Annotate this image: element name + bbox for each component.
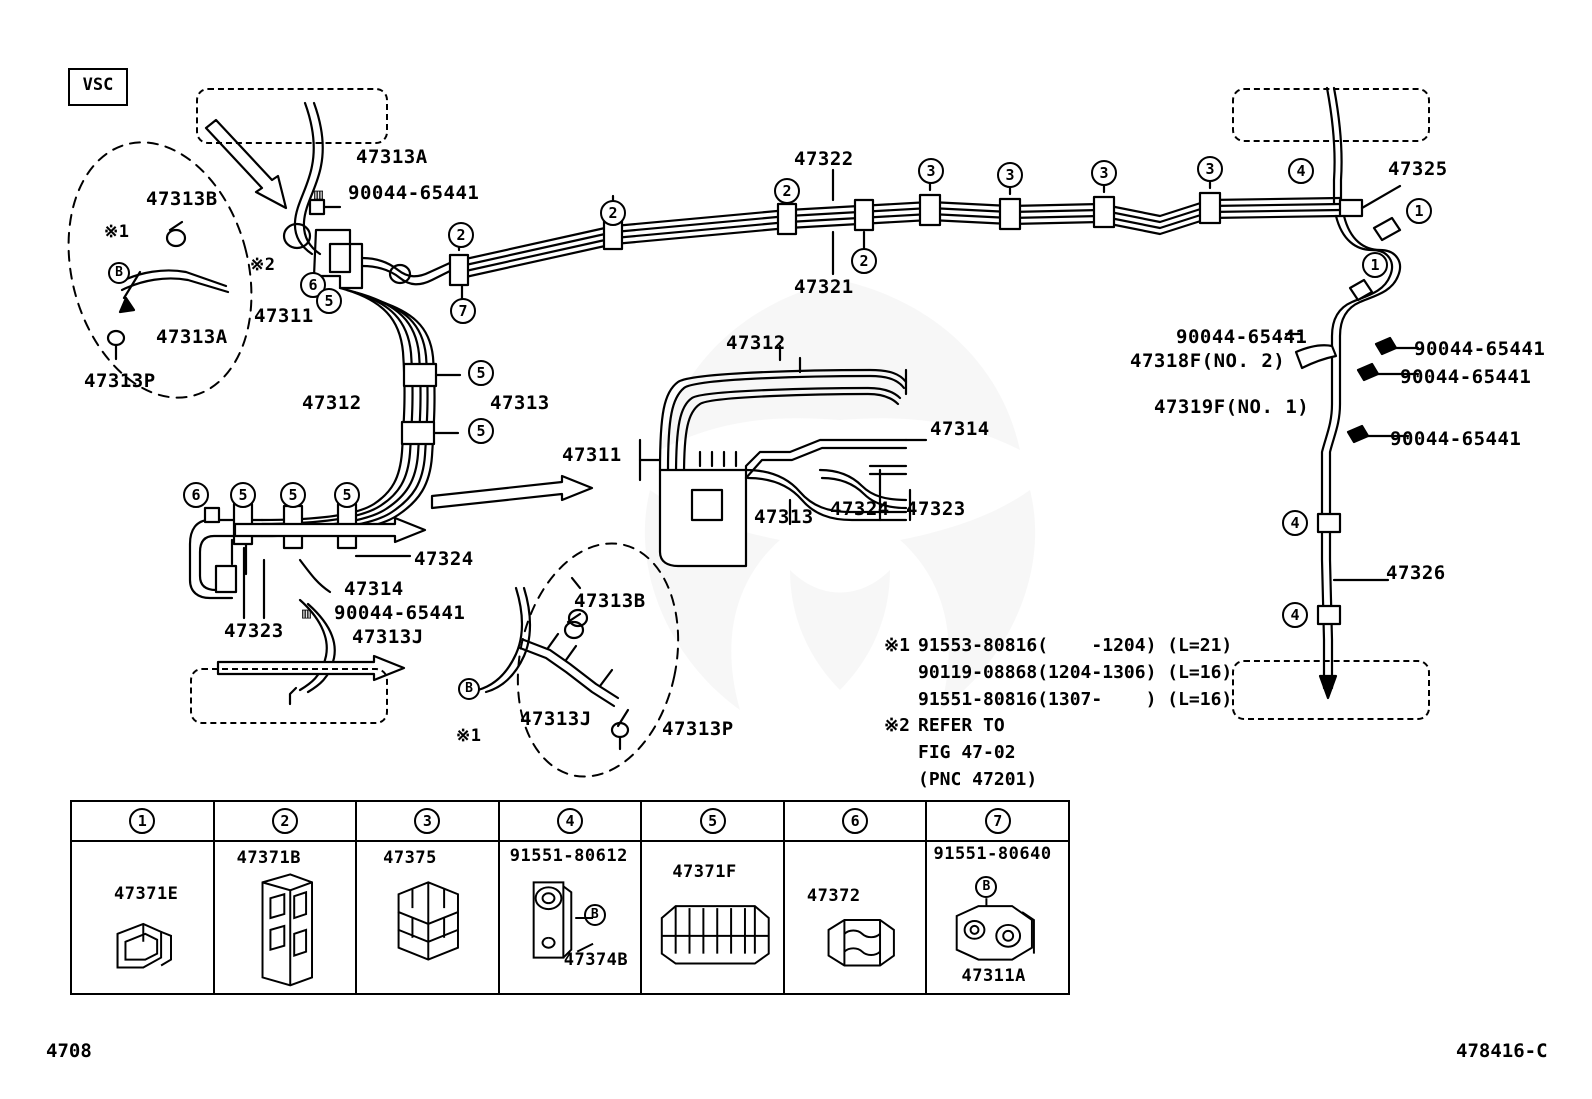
legend-icon-47311A: [927, 842, 1068, 995]
label-47313A-left: 47313A: [156, 326, 228, 348]
legend-num-3: 3: [414, 808, 440, 834]
callout-4-right-bot: 4: [1282, 602, 1308, 628]
legend-column-1: [72, 802, 215, 993]
callout-5-e: 5: [334, 482, 360, 508]
callout-5-b: 5: [468, 418, 494, 444]
label-47313A-top: 47313A: [356, 146, 428, 168]
callout-5-block: 5: [316, 288, 342, 314]
callout-6-block: 6: [300, 272, 326, 298]
label-47313-middle: 47313: [754, 506, 814, 528]
legend-part-47371B: 47371B: [236, 848, 301, 868]
callout-1-right-a: 1: [1406, 198, 1432, 224]
legend-body-3: [357, 842, 498, 995]
callout-3-a: 3: [918, 158, 944, 184]
callout-2-a: 2: [600, 200, 626, 226]
note-star2-line2: FIG 47-02: [918, 742, 1016, 763]
dashed-box-top-right: [1232, 88, 1430, 142]
legend-part-47371E: 47371E: [114, 884, 179, 904]
footer-left-code: 4708: [46, 1040, 92, 1062]
callout-6-left: 6: [183, 482, 209, 508]
label-47321: 47321: [794, 276, 854, 298]
label-90044-right-3: 90044-65441: [1400, 366, 1532, 388]
legend-head-7: [927, 802, 1068, 842]
label-47313-left: 47313: [490, 392, 550, 414]
label-47314-middle: 47314: [930, 418, 990, 440]
label-47313P-bottom: 47313P: [662, 718, 734, 740]
label-47313B-left: 47313B: [146, 188, 218, 210]
callout-1-right-b: 1: [1362, 252, 1388, 278]
legend-part-47371F: 47371F: [672, 862, 737, 882]
label-star1-bottom: ※1: [456, 726, 482, 746]
legend-part-47311A: 47311A: [961, 966, 1026, 986]
dashed-box-bottom-right: [1232, 660, 1430, 720]
legend-b-marker-4: B: [584, 904, 606, 926]
label-47313P-left: 47313P: [84, 370, 156, 392]
legend-icon-47374B: [500, 842, 641, 995]
legend-part-47375: 47375: [383, 848, 437, 868]
legend-num-1: 1: [129, 808, 155, 834]
callout-5-d: 5: [280, 482, 306, 508]
note-star2-mark: ※2: [884, 715, 910, 736]
label-47313B-bottom: 47313B: [574, 590, 646, 612]
legend-num-4: 4: [557, 808, 583, 834]
legend-head-4: [500, 802, 641, 842]
footer-right-code: 478416-C: [1456, 1040, 1548, 1062]
legend-head-3: [357, 802, 498, 842]
legend-body-4: [500, 842, 641, 995]
label-47319F: 47319F(NO. 1): [1154, 396, 1310, 418]
callout-2-c: 2: [851, 248, 877, 274]
callout-3-b: 3: [997, 162, 1023, 188]
label-47325: 47325: [1388, 158, 1448, 180]
legend-column-7: [927, 802, 1068, 993]
label-47312-left: 47312: [302, 392, 362, 414]
label-47322: 47322: [794, 148, 854, 170]
callout-4-right-mid: 4: [1282, 510, 1308, 536]
label-47323-left: 47323: [224, 620, 284, 642]
legend-num-5: 5: [700, 808, 726, 834]
legend-part-91551-80612: 91551-80612: [509, 846, 628, 866]
legend-head-6: [785, 802, 926, 842]
legend-icon-47371B: [215, 842, 356, 995]
b-marker-bottom: B: [458, 678, 480, 700]
callout-2-b: 2: [774, 178, 800, 204]
callout-7-left: 7: [450, 298, 476, 324]
legend-num-2: 2: [272, 808, 298, 834]
legend-column-5: [642, 802, 785, 993]
bolt-glyph-left: ▥: [302, 604, 312, 622]
label-90044-top: 90044-65441: [348, 182, 480, 204]
b-marker-left: B: [108, 262, 130, 284]
legend-icon-47371E: [72, 842, 213, 995]
label-star2-left: ※2: [250, 255, 276, 275]
callout-2-left: 2: [448, 222, 474, 248]
legend-icon-47375: [357, 842, 498, 995]
note-star2-line1: REFER TO: [918, 715, 1005, 736]
dashed-box-bottom-left: [190, 668, 388, 724]
note-star1-line2: 90119-08868(1204-1306) (L=16): [918, 662, 1233, 683]
callout-3-c: 3: [1091, 160, 1117, 186]
note-star1-mark: ※1: [884, 635, 910, 656]
note-star1-line3: 91551-80816(1307- ) (L=16): [918, 689, 1233, 710]
bolt-glyph-top: ▥: [314, 185, 324, 203]
legend-head-5: [642, 802, 783, 842]
legend-part-47374B: 47374B: [563, 950, 629, 970]
label-47313J-bottom: 47313J: [520, 708, 592, 730]
legend-body-2: [215, 842, 356, 995]
legend-body-6: [785, 842, 926, 995]
label-47314-left: 47314: [344, 578, 404, 600]
label-90044-right-2: 90044-65441: [1414, 338, 1546, 360]
label-47313J-left: 47313J: [352, 626, 424, 648]
label-47326: 47326: [1386, 562, 1446, 584]
legend-b-marker-7: B: [975, 876, 997, 898]
label-47318F: 47318F(NO. 2): [1130, 350, 1286, 372]
legend-column-6: [785, 802, 928, 993]
legend-part-91551-80640: 91551-80640: [933, 844, 1052, 864]
legend-column-3: [357, 802, 500, 993]
legend-head-2: [215, 802, 356, 842]
label-47324-left: 47324: [414, 548, 474, 570]
dashed-box-top-left: [196, 88, 388, 144]
callout-3-d: 3: [1197, 156, 1223, 182]
callout-4-right-top: 4: [1288, 158, 1314, 184]
legend-num-6: 6: [842, 808, 868, 834]
legend-column-2: [215, 802, 358, 993]
legend-num-7: 7: [985, 808, 1011, 834]
legend-table: [70, 800, 1070, 995]
legend-head-1: [72, 802, 213, 842]
label-47324-middle: 47324: [830, 498, 890, 520]
note-star1-line1: 91553-80816( -1204) (L=21): [918, 635, 1233, 656]
legend-icon-47371F: [642, 842, 783, 995]
note-star2-line3: (PNC 47201): [918, 769, 1038, 790]
label-47311-left: 47311: [254, 305, 314, 327]
legend-body-7: [927, 842, 1068, 995]
label-90044-right-4: 90044-65441: [1390, 428, 1522, 450]
label-47312-middle: 47312: [726, 332, 786, 354]
legend-column-4: [500, 802, 643, 993]
label-47323-middle: 47323: [906, 498, 966, 520]
legend-body-5: [642, 842, 783, 995]
legend-part-47372: 47372: [806, 886, 861, 906]
label-90044-left: 90044-65441: [334, 602, 466, 624]
label-47311-middle: 47311: [562, 444, 622, 466]
callout-5-c: 5: [230, 482, 256, 508]
label-90044-right-1: 90044-65441: [1176, 326, 1308, 348]
callout-5-a: 5: [468, 360, 494, 386]
vsc-badge: VSC: [68, 68, 128, 106]
legend-body-1: [72, 842, 213, 995]
label-star1-left: ※1: [104, 222, 130, 242]
legend-icon-47372: [785, 842, 926, 995]
